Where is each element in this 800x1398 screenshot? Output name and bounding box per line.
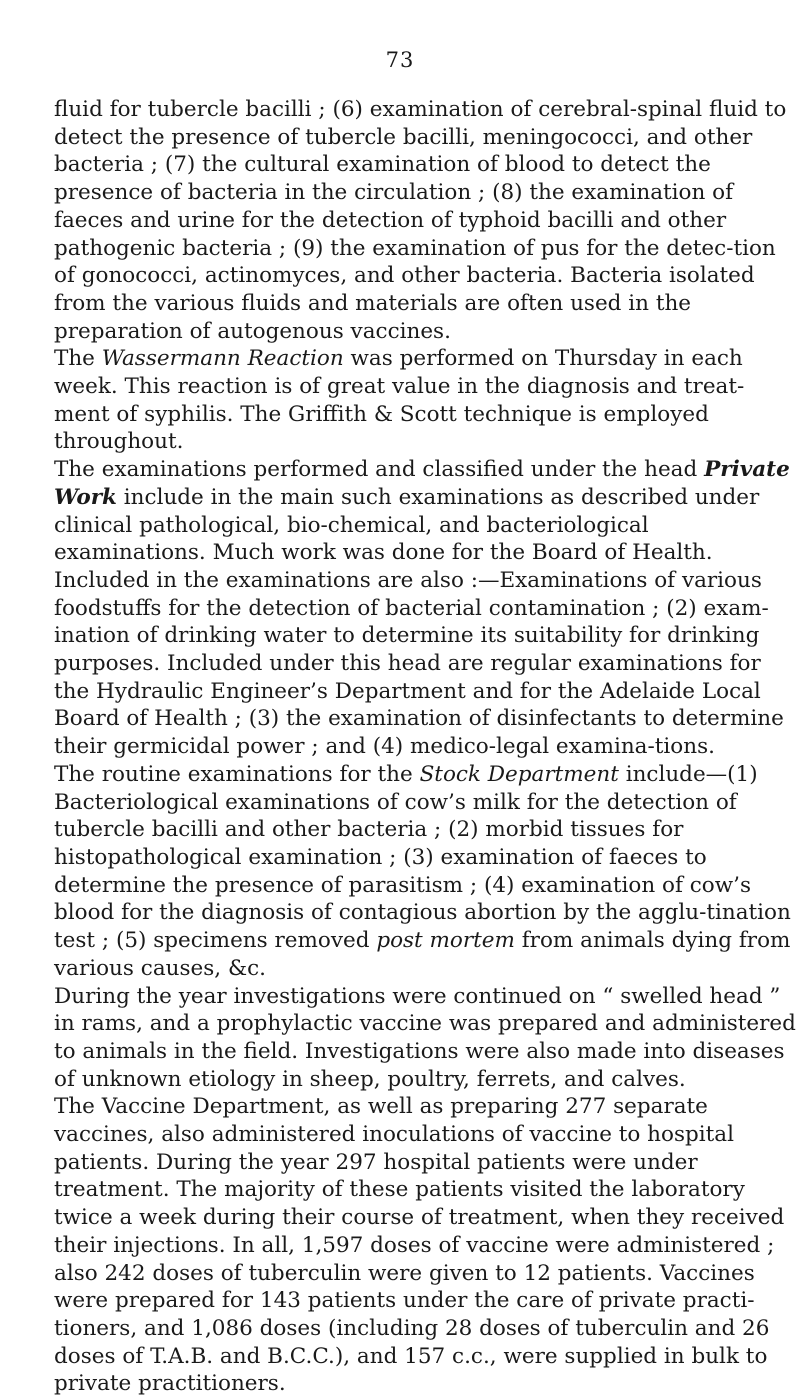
paragraph-investigations: During the year investigations were continued on “ swelled head ” in rams, and a prophylactic vaccine was prepared and administered to animals in the field. Investigations were also made into diseases of unknown etiology in sheep, poultry, ferrets, and calves. [54, 983, 796, 1092]
text-span: from animals dying from various causes, &c. [54, 928, 791, 981]
text-span: The examinations performed and classified under the head [54, 457, 705, 483]
paragraph-private-work [54, 456, 798, 761]
paragraph-stock-department [54, 761, 798, 983]
stock-department-heading: Stock Department [419, 761, 619, 787]
wassermann-heading: Wassermann Reaction [101, 346, 344, 372]
body-text [54, 96, 798, 1398]
post-mortem-term: post mortem [376, 928, 515, 954]
text-span: include—(1) Bacteriological examinations of cow’s milk for the detection of tubercle bacilli and other bacteria ; (2) morbid tissues for histopathological examination ; (3) examination of faeces to determine the presence of parasitism ; (4) examination of cow’s blood for the diagnosis of contagious abortion by the agglu-tination test ; (5) specimens removed [54, 761, 791, 954]
paragraph-lab-examinations: fluid for tubercle bacilli ; (6) examination of cerebral-spinal fluid to detect the presence of tubercle bacilli, meningococci, and other bacteria ; (7) the cultural examination of blood to detect the presence of bacteria in the circulation ; (8) the examination of faeces and urine for the detection of typhoid bacilli and other pathogenic bacteria ; (9) the examination of pus for the detec-tion of gonococci, actinomyces, and other bacteria. Bacteria isolated from the various fluids and materials are often used in the preparation of autogenous vaccines. [54, 97, 787, 344]
text-span: include in the main such examinations as described under clinical pathological, bio-chemical, and bacteriological examinations. Much work was done for the Board of Health. Included in the examinations are also :—Examinations of various foodstuffs for the detection of bacterial contamination ; (2) exam-ination of drinking water to determine its suitability for drinking purposes. Included under this head are regular examinations for the Hydraulic Engineer’s Department and for the Adelaide Local Board of Health ; (3) the examination of disinfectants to determine their germicidal power ; and (4) medico-legal examina-tions. [54, 484, 784, 760]
paragraph-vaccine-department: The Vaccine Department, as well as preparing 277 separate vaccines, also administered inoculations of vaccine to hospital patients. During the year 297 hospital patients were under treatment. The majority of these patients visited the laboratory twice a week during their course of treatment, when they received their injections. In all, 1,597 doses of vaccine were administered ; also 242 doses of tuberculin were given to 12 patients. Vaccines were prepared for 143 patients under the care of private practi-tioners, and 1,086 doses (including 28 doses of tuberculin and 26 doses of T.A.B. and B.C.C.), and 157 c.c., were supplied in bulk to private practitioners. [54, 1094, 785, 1397]
paragraph-wassermann [54, 345, 798, 456]
text-span: was performed on Thursday in each week. This reaction is of great value in the diagnosis and treat-ment of syphilis. The Griffith & Scott technique is employed throughout. [54, 346, 745, 455]
text-span: The routine examinations for the [54, 761, 420, 787]
private-work-heading: Private Work [54, 457, 790, 510]
page-number: 73 [385, 48, 415, 72]
text-span: The [54, 346, 102, 372]
